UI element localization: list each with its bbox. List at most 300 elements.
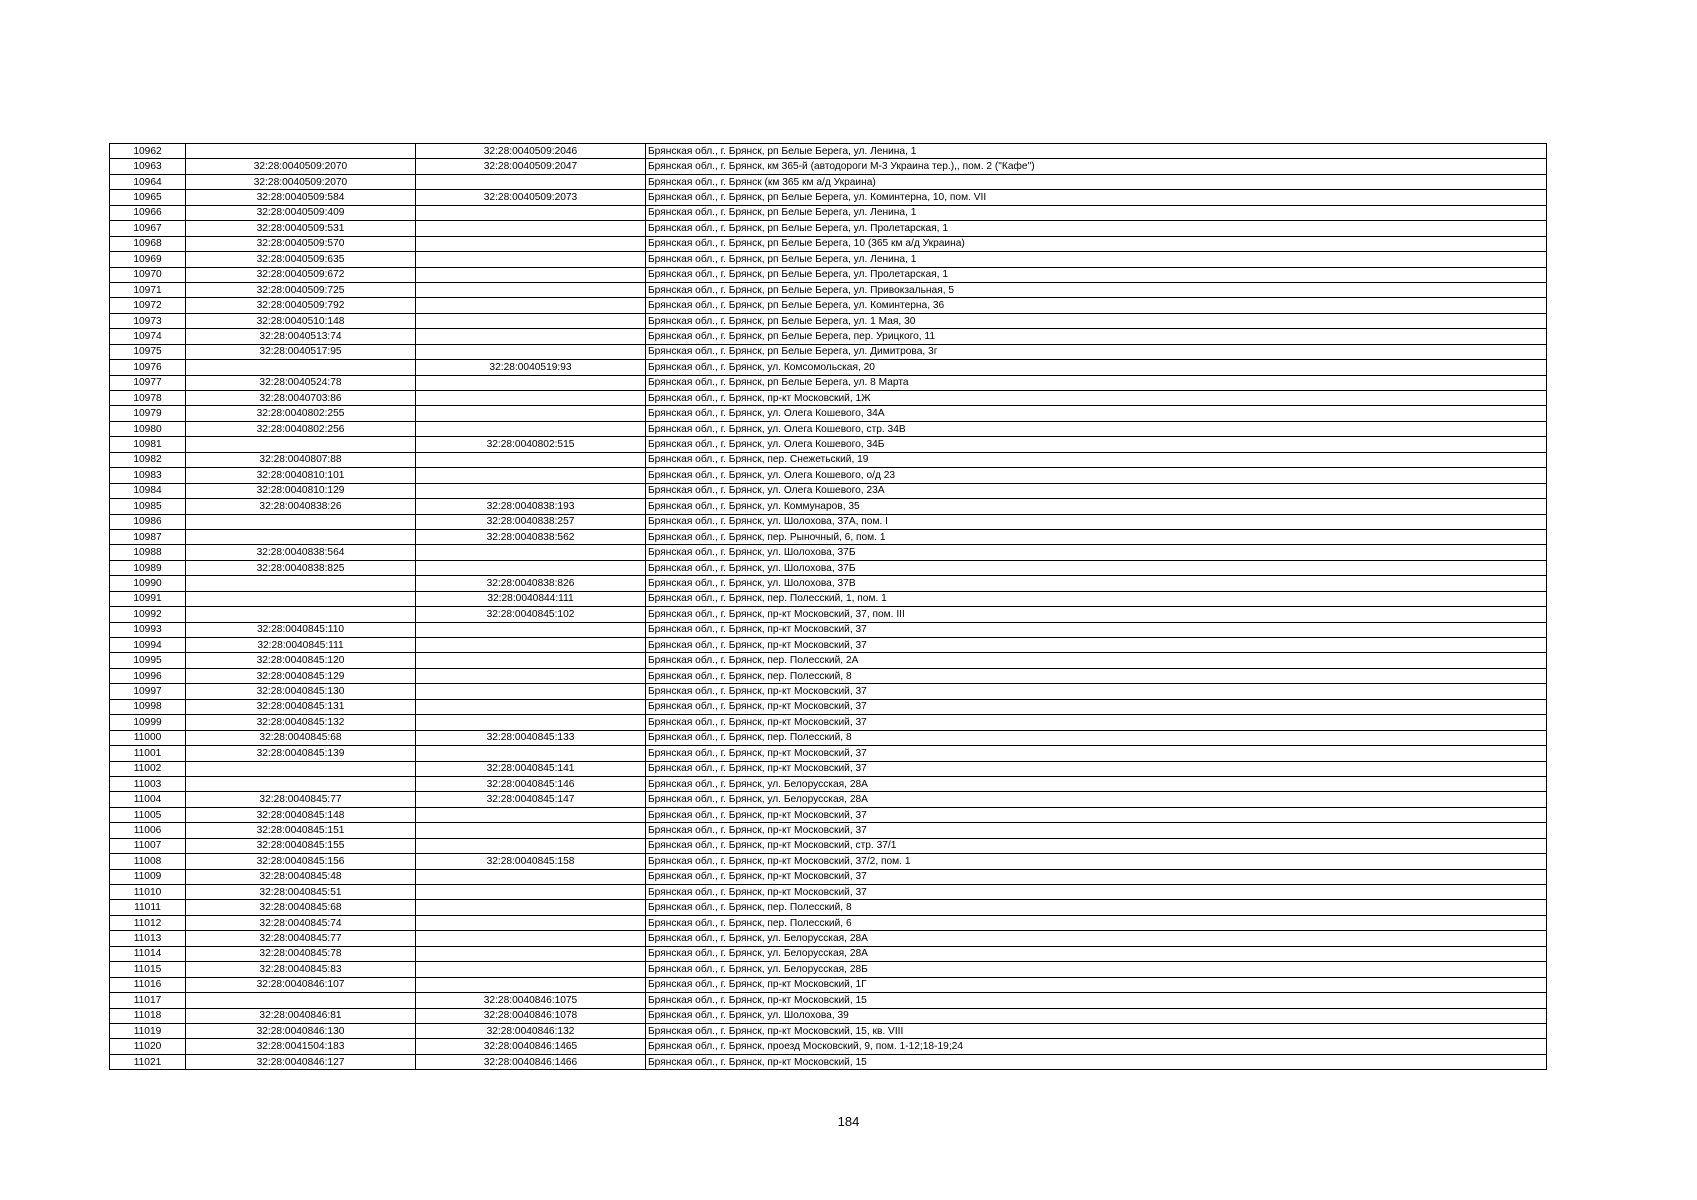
- row-number-cell: 10989: [110, 560, 186, 575]
- address-cell: Брянская обл., г. Брянск, ул. Белорусская, 28А: [646, 931, 1547, 946]
- linked-cadastral-number-cell: [416, 668, 646, 683]
- row-number-cell: 11016: [110, 977, 186, 992]
- table-row: [110, 483, 1547, 498]
- table-row: [110, 252, 1547, 267]
- linked-cadastral-number-cell: [416, 684, 646, 699]
- address-cell: Брянская обл., г. Брянск, рп Белые Берега, ул. Коминтерна, 36: [646, 298, 1547, 313]
- row-number-cell: 10972: [110, 298, 186, 313]
- table-row: [110, 452, 1547, 467]
- address-cell: Брянская обл., г. Брянск, пр-кт Московский, стр. 37/1: [646, 838, 1547, 853]
- row-number-cell: 10964: [110, 174, 186, 189]
- table-row: [110, 360, 1547, 375]
- linked-cadastral-number-cell: 32:28:0040838:193: [416, 499, 646, 514]
- address-cell: Брянская обл., г. Брянск, ул. Шолохова, 37Б: [646, 545, 1547, 560]
- cadastral-number-cell: 32:28:0040845:132: [186, 715, 416, 730]
- table-row: [110, 607, 1547, 622]
- table-row: [110, 730, 1547, 745]
- table-row: [110, 221, 1547, 236]
- cadastral-number-cell: 32:28:0040845:77: [186, 931, 416, 946]
- cadastral-number-cell: 32:28:0040802:256: [186, 421, 416, 436]
- table-row: [110, 406, 1547, 421]
- cadastral-number-cell: 32:28:0040845:129: [186, 668, 416, 683]
- linked-cadastral-number-cell: 32:28:0040846:132: [416, 1023, 646, 1038]
- cadastral-number-cell: 32:28:0040845:83: [186, 962, 416, 977]
- cadastral-number-cell: 32:28:0040524:78: [186, 375, 416, 390]
- linked-cadastral-number-cell: [416, 807, 646, 822]
- linked-cadastral-number-cell: 32:28:0040845:146: [416, 776, 646, 791]
- cadastral-number-cell: [186, 437, 416, 452]
- linked-cadastral-number-cell: 32:28:0040509:2073: [416, 190, 646, 205]
- table-row: [110, 715, 1547, 730]
- table-row: [110, 421, 1547, 436]
- row-number-cell: 10996: [110, 668, 186, 683]
- table-body: [110, 144, 1547, 1070]
- cadastral-number-cell: 32:28:0040845:120: [186, 653, 416, 668]
- cadastral-number-cell: [186, 514, 416, 529]
- address-cell: Брянская обл., г. Брянск, рп Белые Берега, ул. Ленина, 1: [646, 252, 1547, 267]
- linked-cadastral-number-cell: [416, 205, 646, 220]
- row-number-cell: 11013: [110, 931, 186, 946]
- cadastral-number-cell: 32:28:0040509:635: [186, 252, 416, 267]
- row-number-cell: 10987: [110, 529, 186, 544]
- linked-cadastral-number-cell: [416, 838, 646, 853]
- linked-cadastral-number-cell: [416, 869, 646, 884]
- cadastral-number-cell: 32:28:0040810:129: [186, 483, 416, 498]
- row-number-cell: 10979: [110, 406, 186, 421]
- linked-cadastral-number-cell: [416, 915, 646, 930]
- row-number-cell: 10988: [110, 545, 186, 560]
- row-number-cell: 11014: [110, 946, 186, 961]
- address-cell: Брянская обл., г. Брянск, пр-кт Московский, 37: [646, 684, 1547, 699]
- linked-cadastral-number-cell: [416, 406, 646, 421]
- address-cell: Брянская обл., г. Брянск, рп Белые Берега, ул. 1 Мая, 30: [646, 313, 1547, 328]
- cadastral-number-cell: 32:28:0040509:725: [186, 282, 416, 297]
- linked-cadastral-number-cell: [416, 823, 646, 838]
- address-cell: Брянская обл., г. Брянск, пр-кт Московский, 37: [646, 699, 1547, 714]
- table-row: [110, 437, 1547, 452]
- address-cell: Брянская обл., г. Брянск, ул. Шолохова, 37В: [646, 576, 1547, 591]
- row-number-cell: 10971: [110, 282, 186, 297]
- address-cell: Брянская обл., г. Брянск, пер. Снежетьский, 19: [646, 452, 1547, 467]
- address-cell: Брянская обл., г. Брянск, ул. Олега Кошевого, 23А: [646, 483, 1547, 498]
- table-row: [110, 313, 1547, 328]
- cadastral-number-cell: 32:28:0040810:101: [186, 468, 416, 483]
- row-number-cell: 11019: [110, 1023, 186, 1038]
- table-row: [110, 159, 1547, 174]
- row-number-cell: 10992: [110, 607, 186, 622]
- linked-cadastral-number-cell: [416, 329, 646, 344]
- row-number-cell: 10975: [110, 344, 186, 359]
- table-row: [110, 668, 1547, 683]
- row-number-cell: 10980: [110, 421, 186, 436]
- table-row: [110, 576, 1547, 591]
- address-cell: Брянская обл., г. Брянск, ул. Шолохова, 39: [646, 1008, 1547, 1023]
- cadastral-number-cell: 32:28:0040845:155: [186, 838, 416, 853]
- address-cell: Брянская обл., г. Брянск, рп Белые Берега, пер. Урицкого, 11: [646, 329, 1547, 344]
- linked-cadastral-number-cell: [416, 421, 646, 436]
- row-number-cell: 10967: [110, 221, 186, 236]
- linked-cadastral-number-cell: [416, 622, 646, 637]
- row-number-cell: 11001: [110, 746, 186, 761]
- table-row: [110, 468, 1547, 483]
- linked-cadastral-number-cell: [416, 746, 646, 761]
- row-number-cell: 10991: [110, 591, 186, 606]
- address-cell: Брянская обл., г. Брянск, пр-кт Московский, 37: [646, 715, 1547, 730]
- table-row: [110, 993, 1547, 1008]
- linked-cadastral-number-cell: 32:28:0040846:1075: [416, 993, 646, 1008]
- row-number-cell: 10984: [110, 483, 186, 498]
- row-number-cell: 10983: [110, 468, 186, 483]
- address-cell: Брянская обл., г. Брянск, рп Белые Берега, ул. Пролетарская, 1: [646, 221, 1547, 236]
- address-cell: Брянская обл., г. Брянск, пр-кт Московский, 15: [646, 1054, 1547, 1069]
- table-row: [110, 622, 1547, 637]
- linked-cadastral-number-cell: [416, 900, 646, 915]
- linked-cadastral-number-cell: 32:28:0040509:2047: [416, 159, 646, 174]
- table-row: [110, 591, 1547, 606]
- address-cell: Брянская обл., г. Брянск, рп Белые Берега, ул. Димитрова, 3г: [646, 344, 1547, 359]
- row-number-cell: 11005: [110, 807, 186, 822]
- table-row: [110, 838, 1547, 853]
- linked-cadastral-number-cell: [416, 236, 646, 251]
- linked-cadastral-number-cell: 32:28:0040845:147: [416, 792, 646, 807]
- address-cell: Брянская обл., г. Брянск, пр-кт Московский, 37/2, пом. 1: [646, 854, 1547, 869]
- linked-cadastral-number-cell: 32:28:0040845:133: [416, 730, 646, 745]
- address-cell: Брянская обл., г. Брянск, пер. Рыночный, 6, пом. 1: [646, 529, 1547, 544]
- linked-cadastral-number-cell: 32:28:0040802:515: [416, 437, 646, 452]
- address-cell: Брянская обл., г. Брянск, ул. Белорусская, 28Б: [646, 962, 1547, 977]
- address-cell: Брянская обл., г. Брянск, пр-кт Московский, 37: [646, 807, 1547, 822]
- address-cell: Брянская обл., г. Брянск, ул. Белорусская, 28А: [646, 776, 1547, 791]
- row-number-cell: 11004: [110, 792, 186, 807]
- address-cell: Брянская обл., г. Брянск, рп Белые Берега, 10 (365 км а/д Украина): [646, 236, 1547, 251]
- linked-cadastral-number-cell: 32:28:0040838:562: [416, 529, 646, 544]
- address-cell: Брянская обл., г. Брянск, рп Белые Берега, ул. Коминтерна, 10, пом. VII: [646, 190, 1547, 205]
- linked-cadastral-number-cell: 32:28:0040845:141: [416, 761, 646, 776]
- cadastral-number-cell: 32:28:0040846:107: [186, 977, 416, 992]
- linked-cadastral-number-cell: [416, 885, 646, 900]
- cadastral-number-cell: 32:28:0040845:156: [186, 854, 416, 869]
- address-cell: Брянская обл., г. Брянск, ул. Белорусская, 28А: [646, 792, 1547, 807]
- cadastral-number-cell: 32:28:0040517:95: [186, 344, 416, 359]
- linked-cadastral-number-cell: [416, 391, 646, 406]
- table-row: [110, 267, 1547, 282]
- cadastral-number-cell: [186, 529, 416, 544]
- table-row: [110, 946, 1547, 961]
- cadastral-number-cell: 32:28:0040846:81: [186, 1008, 416, 1023]
- table-row: [110, 144, 1547, 159]
- address-cell: Брянская обл., г. Брянск, ул. Олега Кошевого, 34А: [646, 406, 1547, 421]
- table-row: [110, 1008, 1547, 1023]
- address-cell: Брянская обл., г. Брянск, рп Белые Берега, ул. 8 Марта: [646, 375, 1547, 390]
- cadastral-number-cell: [186, 360, 416, 375]
- table-row: [110, 854, 1547, 869]
- linked-cadastral-number-cell: 32:28:0040846:1078: [416, 1008, 646, 1023]
- table-row: [110, 375, 1547, 390]
- page-number: 184: [837, 1114, 860, 1129]
- linked-cadastral-number-cell: 32:28:0040838:257: [416, 514, 646, 529]
- cadastral-number-cell: 32:28:0040703:86: [186, 391, 416, 406]
- row-number-cell: 11007: [110, 838, 186, 853]
- linked-cadastral-number-cell: [416, 962, 646, 977]
- table-row: [110, 190, 1547, 205]
- linked-cadastral-number-cell: [416, 221, 646, 236]
- row-number-cell: 11006: [110, 823, 186, 838]
- linked-cadastral-number-cell: [416, 977, 646, 992]
- address-cell: Брянская обл., г. Брянск, пер. Полесский, 1, пом. 1: [646, 591, 1547, 606]
- linked-cadastral-number-cell: 32:28:0040845:102: [416, 607, 646, 622]
- row-number-cell: 10981: [110, 437, 186, 452]
- address-cell: Брянская обл., г. Брянск, пр-кт Московский, 37: [646, 761, 1547, 776]
- table-row: [110, 298, 1547, 313]
- row-number-cell: 11011: [110, 900, 186, 915]
- address-cell: Брянская обл., г. Брянск, рп Белые Берега, ул. Привокзальная, 5: [646, 282, 1547, 297]
- row-number-cell: 10993: [110, 622, 186, 637]
- cadastral-number-cell: [186, 993, 416, 1008]
- cadastral-number-cell: 32:28:0040845:110: [186, 622, 416, 637]
- row-number-cell: 11015: [110, 962, 186, 977]
- table-row: [110, 391, 1547, 406]
- table-row: [110, 329, 1547, 344]
- linked-cadastral-number-cell: [416, 298, 646, 313]
- cadastral-number-cell: [186, 591, 416, 606]
- linked-cadastral-number-cell: [416, 252, 646, 267]
- table-row: [110, 638, 1547, 653]
- linked-cadastral-number-cell: 32:28:0040846:1466: [416, 1054, 646, 1069]
- table-row: [110, 236, 1547, 251]
- linked-cadastral-number-cell: [416, 931, 646, 946]
- table-row: [110, 205, 1547, 220]
- cadastral-number-cell: 32:28:0040845:151: [186, 823, 416, 838]
- cadastral-number-cell: 32:28:0040509:672: [186, 267, 416, 282]
- row-number-cell: 10982: [110, 452, 186, 467]
- linked-cadastral-number-cell: 32:28:0040845:158: [416, 854, 646, 869]
- address-cell: Брянская обл., г. Брянск, пр-кт Московский, 1Ж: [646, 391, 1547, 406]
- row-number-cell: 10998: [110, 699, 186, 714]
- cadastral-number-cell: 32:28:0040509:584: [186, 190, 416, 205]
- linked-cadastral-number-cell: 32:28:0040838:826: [416, 576, 646, 591]
- table-row: [110, 653, 1547, 668]
- row-number-cell: 10999: [110, 715, 186, 730]
- table-row: [110, 529, 1547, 544]
- linked-cadastral-number-cell: 32:28:0040846:1465: [416, 1039, 646, 1054]
- cadastral-number-cell: 32:28:0040845:131: [186, 699, 416, 714]
- linked-cadastral-number-cell: [416, 344, 646, 359]
- address-cell: Брянская обл., г. Брянск, ул. Олега Кошевого, 34Б: [646, 437, 1547, 452]
- cadastral-number-cell: 32:28:0040845:68: [186, 730, 416, 745]
- linked-cadastral-number-cell: [416, 313, 646, 328]
- linked-cadastral-number-cell: 32:28:0040509:2046: [416, 144, 646, 159]
- linked-cadastral-number-cell: [416, 715, 646, 730]
- row-number-cell: 11003: [110, 776, 186, 791]
- address-cell: Брянская обл., г. Брянск, пер. Полесский, 2А: [646, 653, 1547, 668]
- cadastral-number-cell: 32:28:0040509:531: [186, 221, 416, 236]
- address-cell: Брянская обл., г. Брянск, ул. Олега Кошевого, о/д 23: [646, 468, 1547, 483]
- cadastral-number-cell: 32:28:0040846:127: [186, 1054, 416, 1069]
- row-number-cell: 10985: [110, 499, 186, 514]
- table-row: [110, 869, 1547, 884]
- row-number-cell: 10977: [110, 375, 186, 390]
- row-number-cell: 10976: [110, 360, 186, 375]
- table-row: [110, 514, 1547, 529]
- address-cell: Брянская обл., г. Брянск, пр-кт Московский, 37: [646, 638, 1547, 653]
- linked-cadastral-number-cell: [416, 699, 646, 714]
- table-row: [110, 746, 1547, 761]
- row-number-cell: 10962: [110, 144, 186, 159]
- row-number-cell: 10970: [110, 267, 186, 282]
- address-cell: Брянская обл., г. Брянск, рп Белые Берега, ул. Ленина, 1: [646, 144, 1547, 159]
- address-cell: Брянская обл., г. Брянск, пр-кт Московский, 15: [646, 993, 1547, 1008]
- address-cell: Брянская обл., г. Брянск, пр-кт Московский, 37: [646, 885, 1547, 900]
- table-row: [110, 499, 1547, 514]
- cadastral-number-cell: 32:28:0040845:74: [186, 915, 416, 930]
- linked-cadastral-number-cell: [416, 483, 646, 498]
- cadastral-number-cell: [186, 761, 416, 776]
- linked-cadastral-number-cell: 32:28:0040844:111: [416, 591, 646, 606]
- row-number-cell: 10973: [110, 313, 186, 328]
- cadastral-number-cell: 32:28:0040509:2070: [186, 174, 416, 189]
- address-cell: Брянская обл., г. Брянск, пр-кт Московский, 37: [646, 869, 1547, 884]
- table-row: [110, 807, 1547, 822]
- row-number-cell: 10969: [110, 252, 186, 267]
- cadastral-number-cell: [186, 144, 416, 159]
- linked-cadastral-number-cell: [416, 267, 646, 282]
- address-cell: Брянская обл., г. Брянск, ул. Шолохова, 37Б: [646, 560, 1547, 575]
- row-number-cell: 11010: [110, 885, 186, 900]
- table-row: [110, 823, 1547, 838]
- cadastral-number-cell: [186, 607, 416, 622]
- address-cell: Брянская обл., г. Брянск, пер. Полесский, 6: [646, 915, 1547, 930]
- address-cell: Брянская обл., г. Брянск, пр-кт Московский, 1Г: [646, 977, 1547, 992]
- cadastral-number-cell: 32:28:0040845:111: [186, 638, 416, 653]
- row-number-cell: 11009: [110, 869, 186, 884]
- cadastral-number-cell: 32:28:0040509:792: [186, 298, 416, 313]
- row-number-cell: 11018: [110, 1008, 186, 1023]
- table-row: [110, 545, 1547, 560]
- address-cell: Брянская обл., г. Брянск, пер. Полесский, 8: [646, 668, 1547, 683]
- address-cell: Брянская обл., г. Брянск, ул. Шолохова, 37А, пом. I: [646, 514, 1547, 529]
- table-row: [110, 776, 1547, 791]
- address-cell: Брянская обл., г. Брянск, ул. Олега Кошевого, стр. 34В: [646, 421, 1547, 436]
- linked-cadastral-number-cell: [416, 375, 646, 390]
- address-cell: Брянская обл., г. Брянск, ул. Белорусская, 28А: [646, 946, 1547, 961]
- cadastral-number-cell: [186, 576, 416, 591]
- linked-cadastral-number-cell: [416, 174, 646, 189]
- cadastral-number-cell: 32:28:0040513:74: [186, 329, 416, 344]
- table-row: [110, 792, 1547, 807]
- table-row: [110, 560, 1547, 575]
- table-row: [110, 977, 1547, 992]
- table-row: [110, 1054, 1547, 1069]
- cadastral-number-cell: 32:28:0040845:51: [186, 885, 416, 900]
- row-number-cell: 10978: [110, 391, 186, 406]
- cadastral-number-cell: 32:28:0040845:68: [186, 900, 416, 915]
- cadastral-number-cell: 32:28:0040845:77: [186, 792, 416, 807]
- address-cell: Брянская обл., г. Брянск, рп Белые Берега, ул. Пролетарская, 1: [646, 267, 1547, 282]
- table-row: [110, 931, 1547, 946]
- cadastral-number-cell: 32:28:0040510:148: [186, 313, 416, 328]
- address-cell: Брянская обл., г. Брянск, пр-кт Московский, 37: [646, 823, 1547, 838]
- cadastral-number-cell: 32:28:0040509:409: [186, 205, 416, 220]
- address-cell: Брянская обл., г. Брянск, ул. Коммунаров, 35: [646, 499, 1547, 514]
- row-number-cell: 10997: [110, 684, 186, 699]
- table-row: [110, 174, 1547, 189]
- row-number-cell: 10995: [110, 653, 186, 668]
- cadastral-number-cell: 32:28:0040802:255: [186, 406, 416, 421]
- row-number-cell: 11020: [110, 1039, 186, 1054]
- table-row: [110, 282, 1547, 297]
- row-number-cell: 11008: [110, 854, 186, 869]
- table-row: [110, 344, 1547, 359]
- cadastral-number-cell: 32:28:0040807:88: [186, 452, 416, 467]
- linked-cadastral-number-cell: [416, 946, 646, 961]
- table-row: [110, 885, 1547, 900]
- cadastral-number-cell: 32:28:0040838:564: [186, 545, 416, 560]
- linked-cadastral-number-cell: 32:28:0040519:93: [416, 360, 646, 375]
- linked-cadastral-number-cell: [416, 282, 646, 297]
- address-cell: Брянская обл., г. Брянск, пр-кт Московский, 37: [646, 746, 1547, 761]
- linked-cadastral-number-cell: [416, 560, 646, 575]
- row-number-cell: 10963: [110, 159, 186, 174]
- row-number-cell: 11021: [110, 1054, 186, 1069]
- cadastral-number-cell: 32:28:0040846:130: [186, 1023, 416, 1038]
- address-cell: Брянская обл., г. Брянск, ул. Комсомольская, 20: [646, 360, 1547, 375]
- row-number-cell: 11017: [110, 993, 186, 1008]
- address-cell: Брянская обл., г. Брянск, проезд Московский, 9, пом. 1-12;18-19;24: [646, 1039, 1547, 1054]
- table-row: [110, 1039, 1547, 1054]
- address-cell: Брянская обл., г. Брянск, пр-кт Московский, 37, пом. III: [646, 607, 1547, 622]
- cadastral-number-cell: 32:28:0040845:48: [186, 869, 416, 884]
- address-cell: Брянская обл., г. Брянск (км 365 км а/д Украина): [646, 174, 1547, 189]
- row-number-cell: 10965: [110, 190, 186, 205]
- linked-cadastral-number-cell: [416, 638, 646, 653]
- row-number-cell: 10974: [110, 329, 186, 344]
- table-row: [110, 915, 1547, 930]
- cadastral-number-cell: 32:28:0040509:2070: [186, 159, 416, 174]
- row-number-cell: 10966: [110, 205, 186, 220]
- cadastral-number-cell: 32:28:0040838:825: [186, 560, 416, 575]
- cadastral-number-cell: 32:28:0040845:78: [186, 946, 416, 961]
- table-row: [110, 900, 1547, 915]
- row-number-cell: 11012: [110, 915, 186, 930]
- row-number-cell: 11002: [110, 761, 186, 776]
- row-number-cell: 10986: [110, 514, 186, 529]
- row-number-cell: 10990: [110, 576, 186, 591]
- address-cell: Брянская обл., г. Брянск, пер. Полесский, 8: [646, 730, 1547, 745]
- linked-cadastral-number-cell: [416, 653, 646, 668]
- cadastral-number-cell: 32:28:0041504:183: [186, 1039, 416, 1054]
- address-cell: Брянская обл., г. Брянск, пер. Полесский, 8: [646, 900, 1547, 915]
- cadastral-number-cell: 32:28:0040845:139: [186, 746, 416, 761]
- address-cell: Брянская обл., г. Брянск, рп Белые Берега, ул. Ленина, 1: [646, 205, 1547, 220]
- address-cell: Брянская обл., г. Брянск, км 365-й (автодороги М-3 Украина тер.),, пом. 2 ("Кафе"): [646, 159, 1547, 174]
- table-row: [110, 1023, 1547, 1038]
- row-number-cell: 10994: [110, 638, 186, 653]
- row-number-cell: 10968: [110, 236, 186, 251]
- linked-cadastral-number-cell: [416, 545, 646, 560]
- table-row: [110, 699, 1547, 714]
- cadastral-number-cell: 32:28:0040838:26: [186, 499, 416, 514]
- table-row: [110, 962, 1547, 977]
- table-row: [110, 684, 1547, 699]
- registry-table: [109, 143, 1547, 1070]
- linked-cadastral-number-cell: [416, 452, 646, 467]
- table-row: [110, 761, 1547, 776]
- cadastral-number-cell: 32:28:0040509:570: [186, 236, 416, 251]
- cadastral-number-cell: [186, 776, 416, 791]
- address-cell: Брянская обл., г. Брянск, пр-кт Московский, 15, кв. VIII: [646, 1023, 1547, 1038]
- cadastral-number-cell: 32:28:0040845:130: [186, 684, 416, 699]
- address-cell: Брянская обл., г. Брянск, пр-кт Московский, 37: [646, 622, 1547, 637]
